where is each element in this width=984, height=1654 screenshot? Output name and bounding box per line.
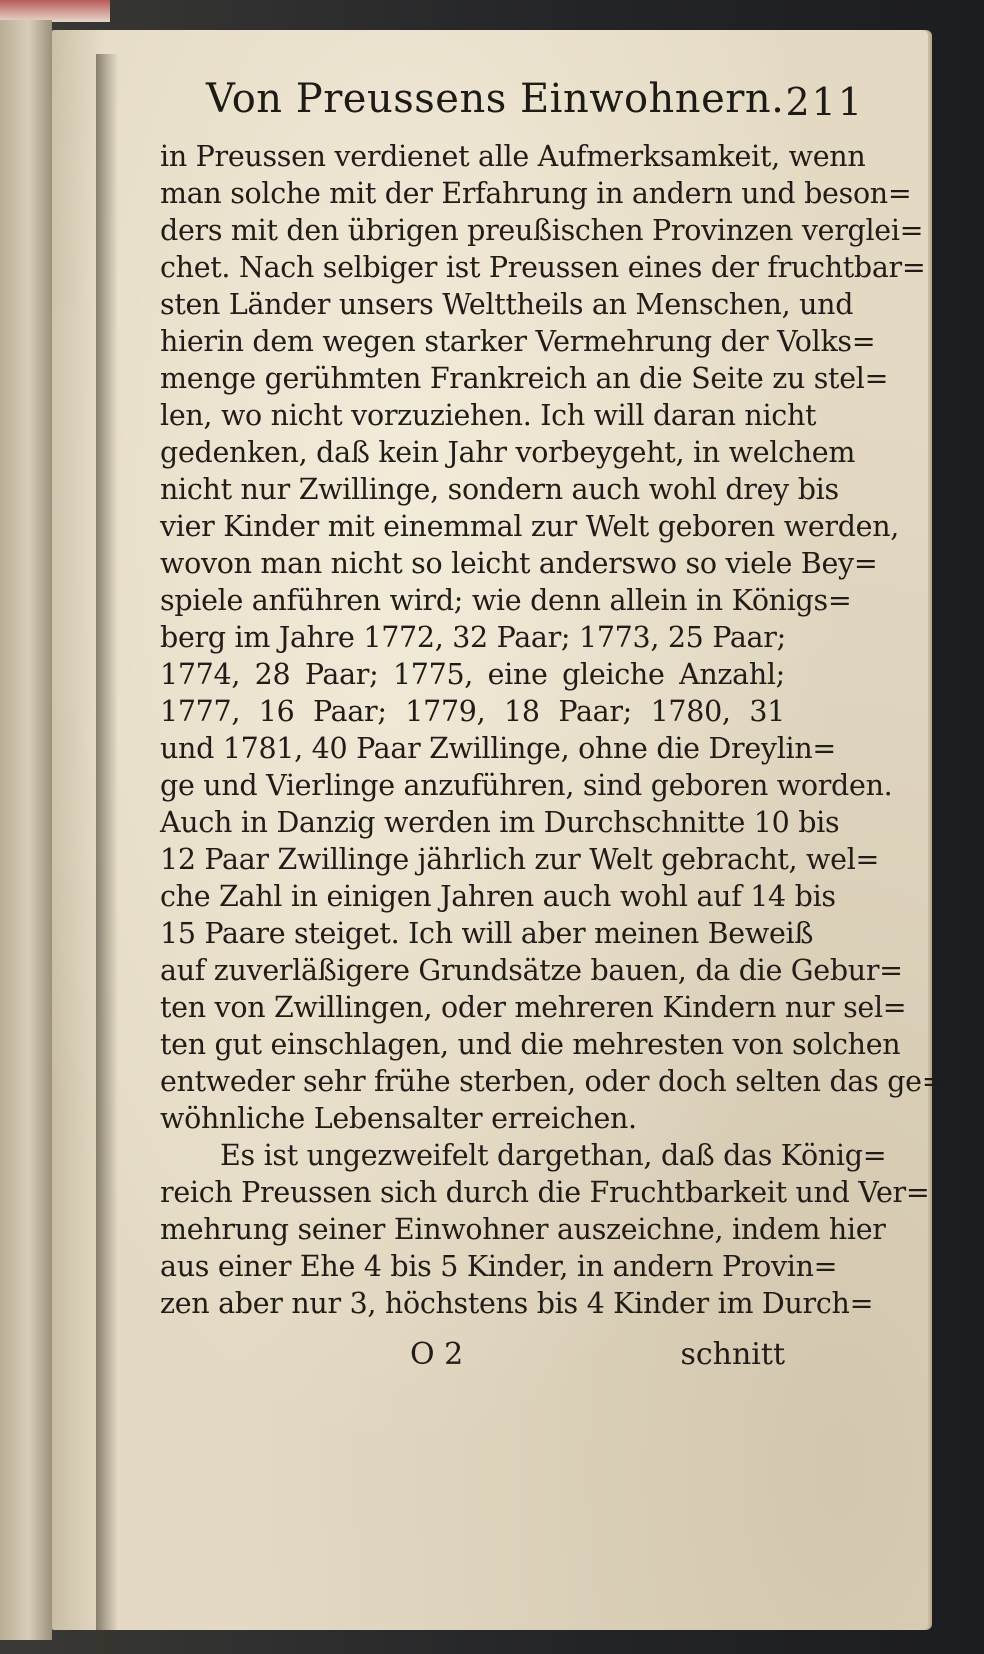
text-line: aus einer Ehe 4 bis 5 Kinder, in andern Provin= [160, 1250, 838, 1283]
text-line: gedenken, daß kein Jahr vorbeygeht, in welchem [160, 436, 856, 469]
text-line: ten von Zwillingen, oder mehreren Kindern nur sel= [160, 991, 907, 1024]
text-line: hierin dem wegen starker Vermehrung der Volks= [160, 325, 876, 358]
text-line: reich Preussen sich durch die Fruchtbarkeit und Ver= [160, 1176, 930, 1209]
text-line: ten gut einschlagen, und die mehresten von solchen [160, 1028, 901, 1061]
page-header [150, 70, 864, 130]
text-line: 1777, 16 Paar; 1779, 18 Paar; 1780, 31 [160, 695, 785, 728]
text-line: vier Kinder mit einemmal zur Welt geboren werden, [160, 510, 900, 543]
text-line: 15 Paare steiget. Ich will aber meinen Beweiß [160, 917, 814, 950]
text-line: Es ist ungezweifelt dargethan, daß das König= [220, 1139, 887, 1172]
text-line: len, wo nicht vorzuziehen. Ich will daran nicht [160, 399, 817, 432]
body-text [160, 138, 946, 1322]
running-title: Von Preussens Einwohnern. [206, 76, 785, 122]
text-line: ge und Vierlinge anzuführen, sind geboren worden. [160, 769, 893, 802]
text-line: berg im Jahre 1772, 32 Paar; 1773, 25 Paar; [160, 621, 786, 654]
text-line: 12 Paar Zwillinge jährlich zur Welt gebracht, wel= [160, 843, 880, 876]
text-line: 1774, 28 Paar; 1775, eine gleiche Anzahl; [160, 658, 785, 691]
text-line: nicht nur Zwillinge, sondern auch wohl drey bis [160, 473, 839, 506]
text-line: sten Länder unsers Welttheils an Menschen, und [160, 288, 854, 321]
bookmark-ribbon [0, 0, 110, 22]
text-line: wöhnliche Lebensalter erreichen. [160, 1102, 637, 1135]
text-line: entweder sehr frühe sterben, oder doch selten das ge= [160, 1065, 946, 1098]
text-line: zen aber nur 3, höchstens bis 4 Kinder im Durch= [160, 1287, 874, 1320]
text-line: spiele anführen wird; wie denn allein in Königs= [160, 584, 852, 617]
text-line: Auch in Danzig werden im Durchschnitte 10 bis [160, 806, 840, 839]
signature-mark: O 2 [410, 1337, 464, 1372]
text-line: man solche mit der Erfahrung in andern und beson= [160, 177, 912, 210]
text-line: und 1781, 40 Paar Zwillinge, ohne die Dreylin= [160, 732, 836, 765]
text-line: che Zahl in einigen Jahren auch wohl auf 14 bis [160, 880, 836, 913]
text-line: chet. Nach selbiger ist Preussen eines der fruchtbar= [160, 251, 926, 284]
text-line: in Preussen verdienet alle Aufmerksamkeit, wenn [160, 140, 866, 173]
text-line: mehrung seiner Einwohner auszeichne, indem hier [160, 1213, 886, 1246]
text-line: auf zuverläßigere Grundsätze bauen, da die Gebur= [160, 954, 903, 987]
text-line: ders mit den übrigen preußischen Provinzen verglei= [160, 214, 924, 247]
page-number: 211 [785, 80, 864, 124]
gutter-shadow [96, 54, 118, 1654]
facing-page-edge [0, 20, 52, 1640]
catchword: schnitt [680, 1337, 785, 1372]
page-footer [160, 1337, 785, 1381]
text-line: menge gerühmten Frankreich an die Seite zu stel= [160, 362, 889, 395]
text-line: wovon man nicht so leicht anderswo so viele Bey= [160, 547, 878, 580]
